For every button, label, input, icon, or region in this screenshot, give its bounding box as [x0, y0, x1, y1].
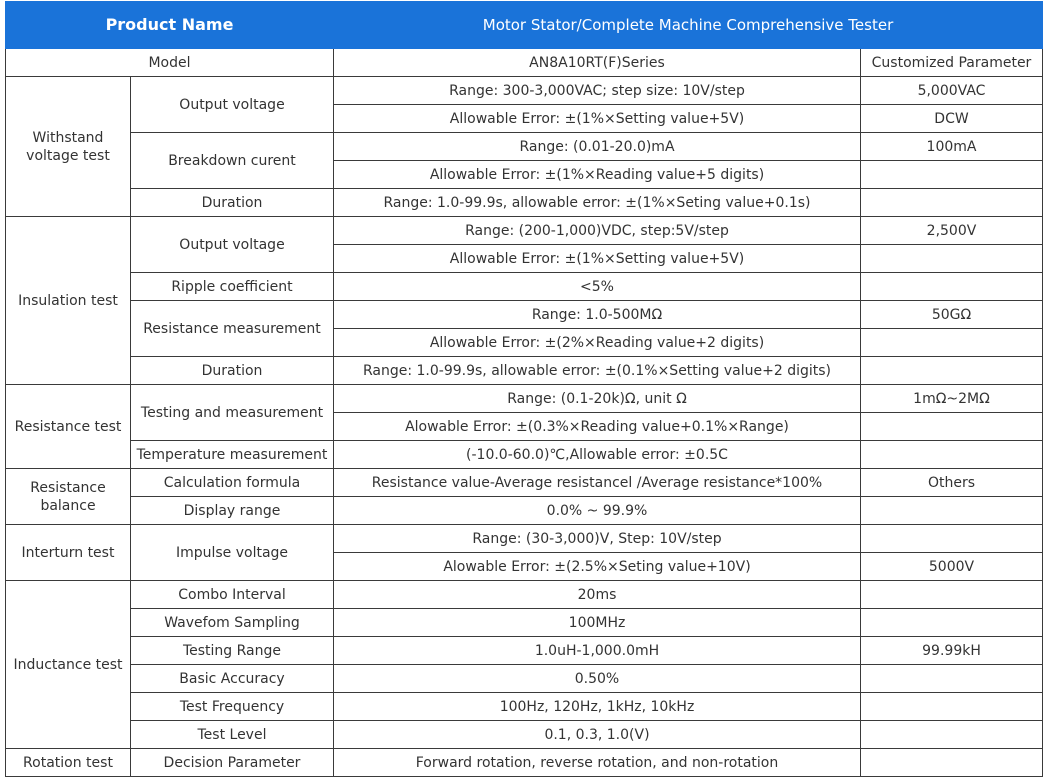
resistance-testing-label: Testing and measurement [131, 385, 334, 441]
withstand-duration-custom [861, 189, 1043, 217]
inductance-row-custom [861, 581, 1043, 609]
product-name-value: Motor Stator/Complete Machine Comprehensive Tester [334, 2, 1043, 49]
table-row [6, 189, 1043, 217]
rotation-decision-value: Forward rotation, reverse rotation, and non-rotation [334, 749, 861, 777]
withstand-output-voltage-label: Output voltage [131, 77, 334, 133]
resistance-temperature-custom [861, 441, 1043, 469]
model-value: AN8A10RT(F)Series [334, 49, 861, 77]
insulation-resistance-range-custom: 50GΩ [861, 301, 1043, 329]
inductance-row-value: 20ms [334, 581, 861, 609]
rotation-decision-label: Decision Parameter [131, 749, 334, 777]
table-row [6, 609, 1043, 637]
inductance-row-label: Test Level [131, 721, 334, 749]
insulation-resistance-error-custom [861, 329, 1043, 357]
balance-formula-value: Resistance value-Average resistancel /Average resistance*100% [334, 469, 861, 497]
custom-parameter-header: Customized Parameter [861, 49, 1043, 77]
insulation-output-voltage-error-custom [861, 245, 1043, 273]
table-header-row [6, 2, 1043, 49]
withstand-output-voltage-range-custom: 5,000VAC [861, 77, 1043, 105]
table-row [6, 581, 1043, 609]
interturn-impulse-error: Alowable Error: ±(2.5%×Seting value+10V) [334, 553, 861, 581]
table-row [6, 49, 1043, 77]
interturn-impulse-range-custom [861, 525, 1043, 553]
balance-display-label: Display range [131, 497, 334, 525]
balance-display-custom [861, 497, 1043, 525]
table-row [6, 441, 1043, 469]
balance-formula-label: Calculation formula [131, 469, 334, 497]
withstand-output-voltage-range: Range: 300-3,000VAC; step size: 10V/step [334, 77, 861, 105]
insulation-duration-value: Range: 1.0-99.9s, allowable error: ±(0.1%×Setting value+2 digits) [334, 357, 861, 385]
table-row [6, 301, 1043, 329]
inductance-row-value: 100Hz, 120Hz, 1kHz, 10kHz [334, 693, 861, 721]
table-row [6, 665, 1043, 693]
withstand-breakdown-error-custom [861, 161, 1043, 189]
withstand-output-voltage-error: Allowable Error: ±(1%×Setting value+5V) [334, 105, 861, 133]
inductance-row-custom: 99.99kH [861, 637, 1043, 665]
withstand-output-voltage-error-custom: DCW [861, 105, 1043, 133]
insulation-output-voltage-range-custom: 2,500V [861, 217, 1043, 245]
insulation-duration-custom [861, 357, 1043, 385]
inductance-row-label: Testing Range [131, 637, 334, 665]
insulation-resistance-error: Allowable Error: ±(2%×Reading value+2 digits) [334, 329, 861, 357]
resistance-testing-error: Alowable Error: ±(0.3%×Reading value+0.1%×Range) [334, 413, 861, 441]
insulation-resistance-label: Resistance measurement [131, 301, 334, 357]
table-row [6, 749, 1043, 777]
inductance-row-label: Combo Interval [131, 581, 334, 609]
insulation-category: Insulation test [6, 217, 131, 385]
inductance-row-value: 100MHz [334, 609, 861, 637]
inductance-row-value: 1.0uH-1,000.0mH [334, 637, 861, 665]
withstand-category: Withstand voltage test [6, 77, 131, 217]
interturn-impulse-label: Impulse voltage [131, 525, 334, 581]
withstand-breakdown-range-custom: 100mA [861, 133, 1043, 161]
rotation-category: Rotation test [6, 749, 131, 777]
product-name-label: Product Name [6, 2, 334, 49]
inductance-row-custom [861, 609, 1043, 637]
table-row [6, 469, 1043, 497]
insulation-ripple-value: <5% [334, 273, 861, 301]
insulation-output-voltage-range: Range: (200-1,000)VDC, step:5V/step [334, 217, 861, 245]
withstand-duration-label: Duration [131, 189, 334, 217]
balance-display-value: 0.0% ~ 99.9% [334, 497, 861, 525]
insulation-output-voltage-error: Allowable Error: ±(1%×Setting value+5V) [334, 245, 861, 273]
inductance-row-label: Basic Accuracy [131, 665, 334, 693]
interturn-impulse-error-custom: 5000V [861, 553, 1043, 581]
table-row [6, 133, 1043, 161]
inductance-row-value: 0.1, 0.3, 1.0(V) [334, 721, 861, 749]
resistance-category: Resistance test [6, 385, 131, 469]
inductance-row-custom [861, 665, 1043, 693]
inductance-row-value: 0.50% [334, 665, 861, 693]
rotation-decision-custom [861, 749, 1043, 777]
table-row [6, 693, 1043, 721]
inductance-category: Inductance test [6, 581, 131, 749]
resistance-testing-error-custom [861, 413, 1043, 441]
balance-formula-custom: Others [861, 469, 1043, 497]
table-row [6, 77, 1043, 105]
withstand-breakdown-label: Breakdown curent [131, 133, 334, 189]
insulation-duration-label: Duration [131, 357, 334, 385]
spec-table [5, 1, 1043, 777]
insulation-resistance-range: Range: 1.0-500MΩ [334, 301, 861, 329]
inductance-row-label: Wavefom Sampling [131, 609, 334, 637]
interturn-impulse-range: Range: (30-3,000)V, Step: 10V/step [334, 525, 861, 553]
resistance-temperature-label: Temperature measurement [131, 441, 334, 469]
withstand-breakdown-error: Allowable Error: ±(1%×Reading value+5 digits) [334, 161, 861, 189]
model-label: Model [6, 49, 334, 77]
resistance-testing-range-custom: 1mΩ~2MΩ [861, 385, 1043, 413]
table-row [6, 637, 1043, 665]
withstand-breakdown-range: Range: (0.01-20.0)mA [334, 133, 861, 161]
table-row [6, 721, 1043, 749]
table-row [6, 357, 1043, 385]
table-row [6, 525, 1043, 553]
resistance-testing-range: Range: (0.1-20k)Ω, unit Ω [334, 385, 861, 413]
inductance-row-custom [861, 721, 1043, 749]
withstand-duration-value: Range: 1.0-99.9s, allowable error: ±(1%×Seting value+0.1s) [334, 189, 861, 217]
insulation-ripple-label: Ripple coefficient [131, 273, 334, 301]
insulation-output-voltage-label: Output voltage [131, 217, 334, 273]
interturn-category: Interturn test [6, 525, 131, 581]
balance-category: Resistance balance [6, 469, 131, 525]
table-row [6, 217, 1043, 245]
inductance-row-custom [861, 693, 1043, 721]
insulation-ripple-custom [861, 273, 1043, 301]
inductance-row-label: Test Frequency [131, 693, 334, 721]
table-row [6, 385, 1043, 413]
resistance-temperature-value: (-10.0-60.0)℃,Allowable error: ±0.5C [334, 441, 861, 469]
table-row [6, 497, 1043, 525]
table-row [6, 273, 1043, 301]
